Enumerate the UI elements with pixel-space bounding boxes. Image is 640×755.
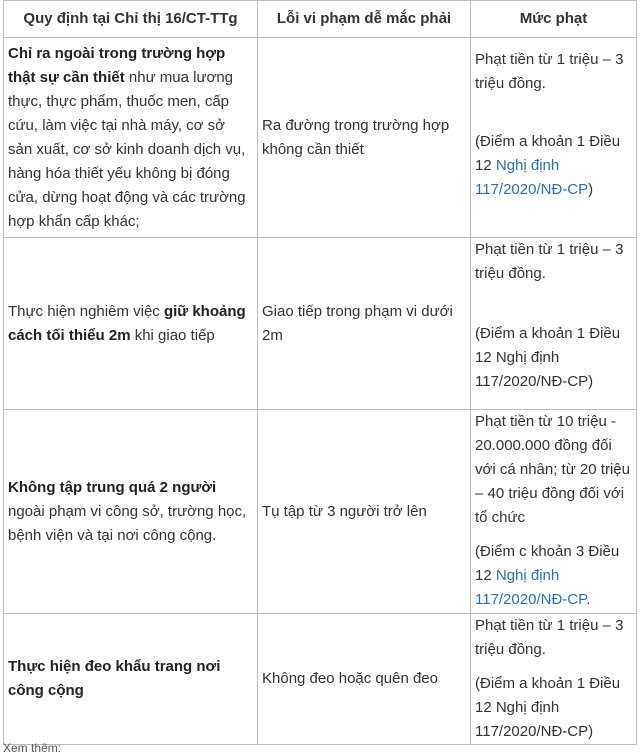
regulation-text: như mua lương thực, thực phẩm, thuốc men, cấp cứu, làm việc tại nhà máy, cơ sở sản xuất, cơ sở kinh doanh dịch vụ, hàng hóa thiết yếu không bị đóng cửa, dừng hoạt động và các trường hợp khẩn cấp khác;: [8, 68, 246, 230]
table-row: [4, 410, 637, 614]
regulation-cell: [4, 614, 258, 745]
regulation-bold-text: Chỉ ra ngoài trong trường hợp thật sự cần thiết: [8, 44, 226, 86]
legal-reference-end: ): [588, 181, 594, 198]
legal-reference: (Điểm a khoản 1 Điều 12 Nghị định 117/2020/NĐ-CP): [475, 325, 621, 390]
header-violation: Lỗi vi phạm dễ mắc phải: [258, 1, 471, 38]
penalty-amount: Phạt tiền từ 10 triệu - 20.000.000 đồng đối với cá nhân; từ 20 triệu – 40 triệu đồng đối với tổ chức: [475, 413, 630, 526]
penalty-cell: [471, 410, 637, 614]
legal-reference-text: (Điểm a khoản 1 Điều 12: [475, 133, 621, 174]
table-row: [4, 614, 637, 745]
violation-cell: Tụ tập từ 3 người trở lên: [258, 410, 471, 614]
regulation-cell: [4, 410, 258, 614]
regulation-text-end: khi giao tiếp: [130, 326, 215, 344]
header-regulation: Quy định tại Chỉ thị 16/CT-TTg: [4, 1, 258, 38]
violation-cell: Ra đường trong trường hợp không cần thiết: [258, 38, 471, 238]
legal-reference-text: (Điểm c khoản 3 Điều 12: [475, 543, 620, 584]
penalty-cell: [471, 38, 637, 238]
regulation-penalty-table: [3, 0, 637, 745]
penalty-amount: Phạt tiền từ 1 triệu – 3 triệu đồng.: [475, 241, 624, 282]
table-row: [4, 238, 637, 410]
penalty-amount: Phạt tiền từ 1 triệu – 3 triệu đồng.: [475, 51, 624, 92]
regulation-bold-text: Không tập trung quá 2 người: [8, 478, 217, 496]
regulation-cell: [4, 238, 258, 410]
regulation-text: ngoài phạm vi công sở, trường học, bệnh viện và tại nơi công cộng.: [8, 502, 247, 544]
penalty-amount: Phạt tiền từ 1 triệu – 3 triệu đồng.: [475, 617, 624, 658]
penalty-cell: [471, 238, 637, 410]
see-more-text: Xem thêm:: [3, 741, 62, 755]
legal-reference-end: .: [586, 591, 591, 608]
decree-link[interactable]: Nghị định 117/2020/NĐ-CP: [475, 567, 587, 608]
legal-reference: (Điểm a khoản 1 Điều 12 Nghị định 117/2020/NĐ-CP): [475, 675, 621, 740]
legal-reference: [475, 130, 632, 202]
header-penalty: Mức phạt: [471, 1, 637, 38]
regulation-cell: [4, 38, 258, 238]
decree-link[interactable]: Nghị định 117/2020/NĐ-CP: [475, 157, 589, 198]
regulation-text: Thực hiện nghiêm việc: [8, 302, 164, 320]
regulation-bold-text: Thực hiện đeo khẩu trang nơi công cộng: [8, 658, 221, 699]
table-row: [4, 38, 637, 238]
table-header-row: [4, 1, 637, 38]
penalty-cell: [471, 614, 637, 745]
violation-cell: Không đeo hoặc quên đeo: [258, 614, 471, 745]
violation-cell: Giao tiếp trong phạm vi dưới 2m: [258, 238, 471, 410]
legal-reference: [475, 540, 632, 612]
regulation-bold-text: giữ khoảng cách tối thiểu 2m: [8, 302, 246, 344]
